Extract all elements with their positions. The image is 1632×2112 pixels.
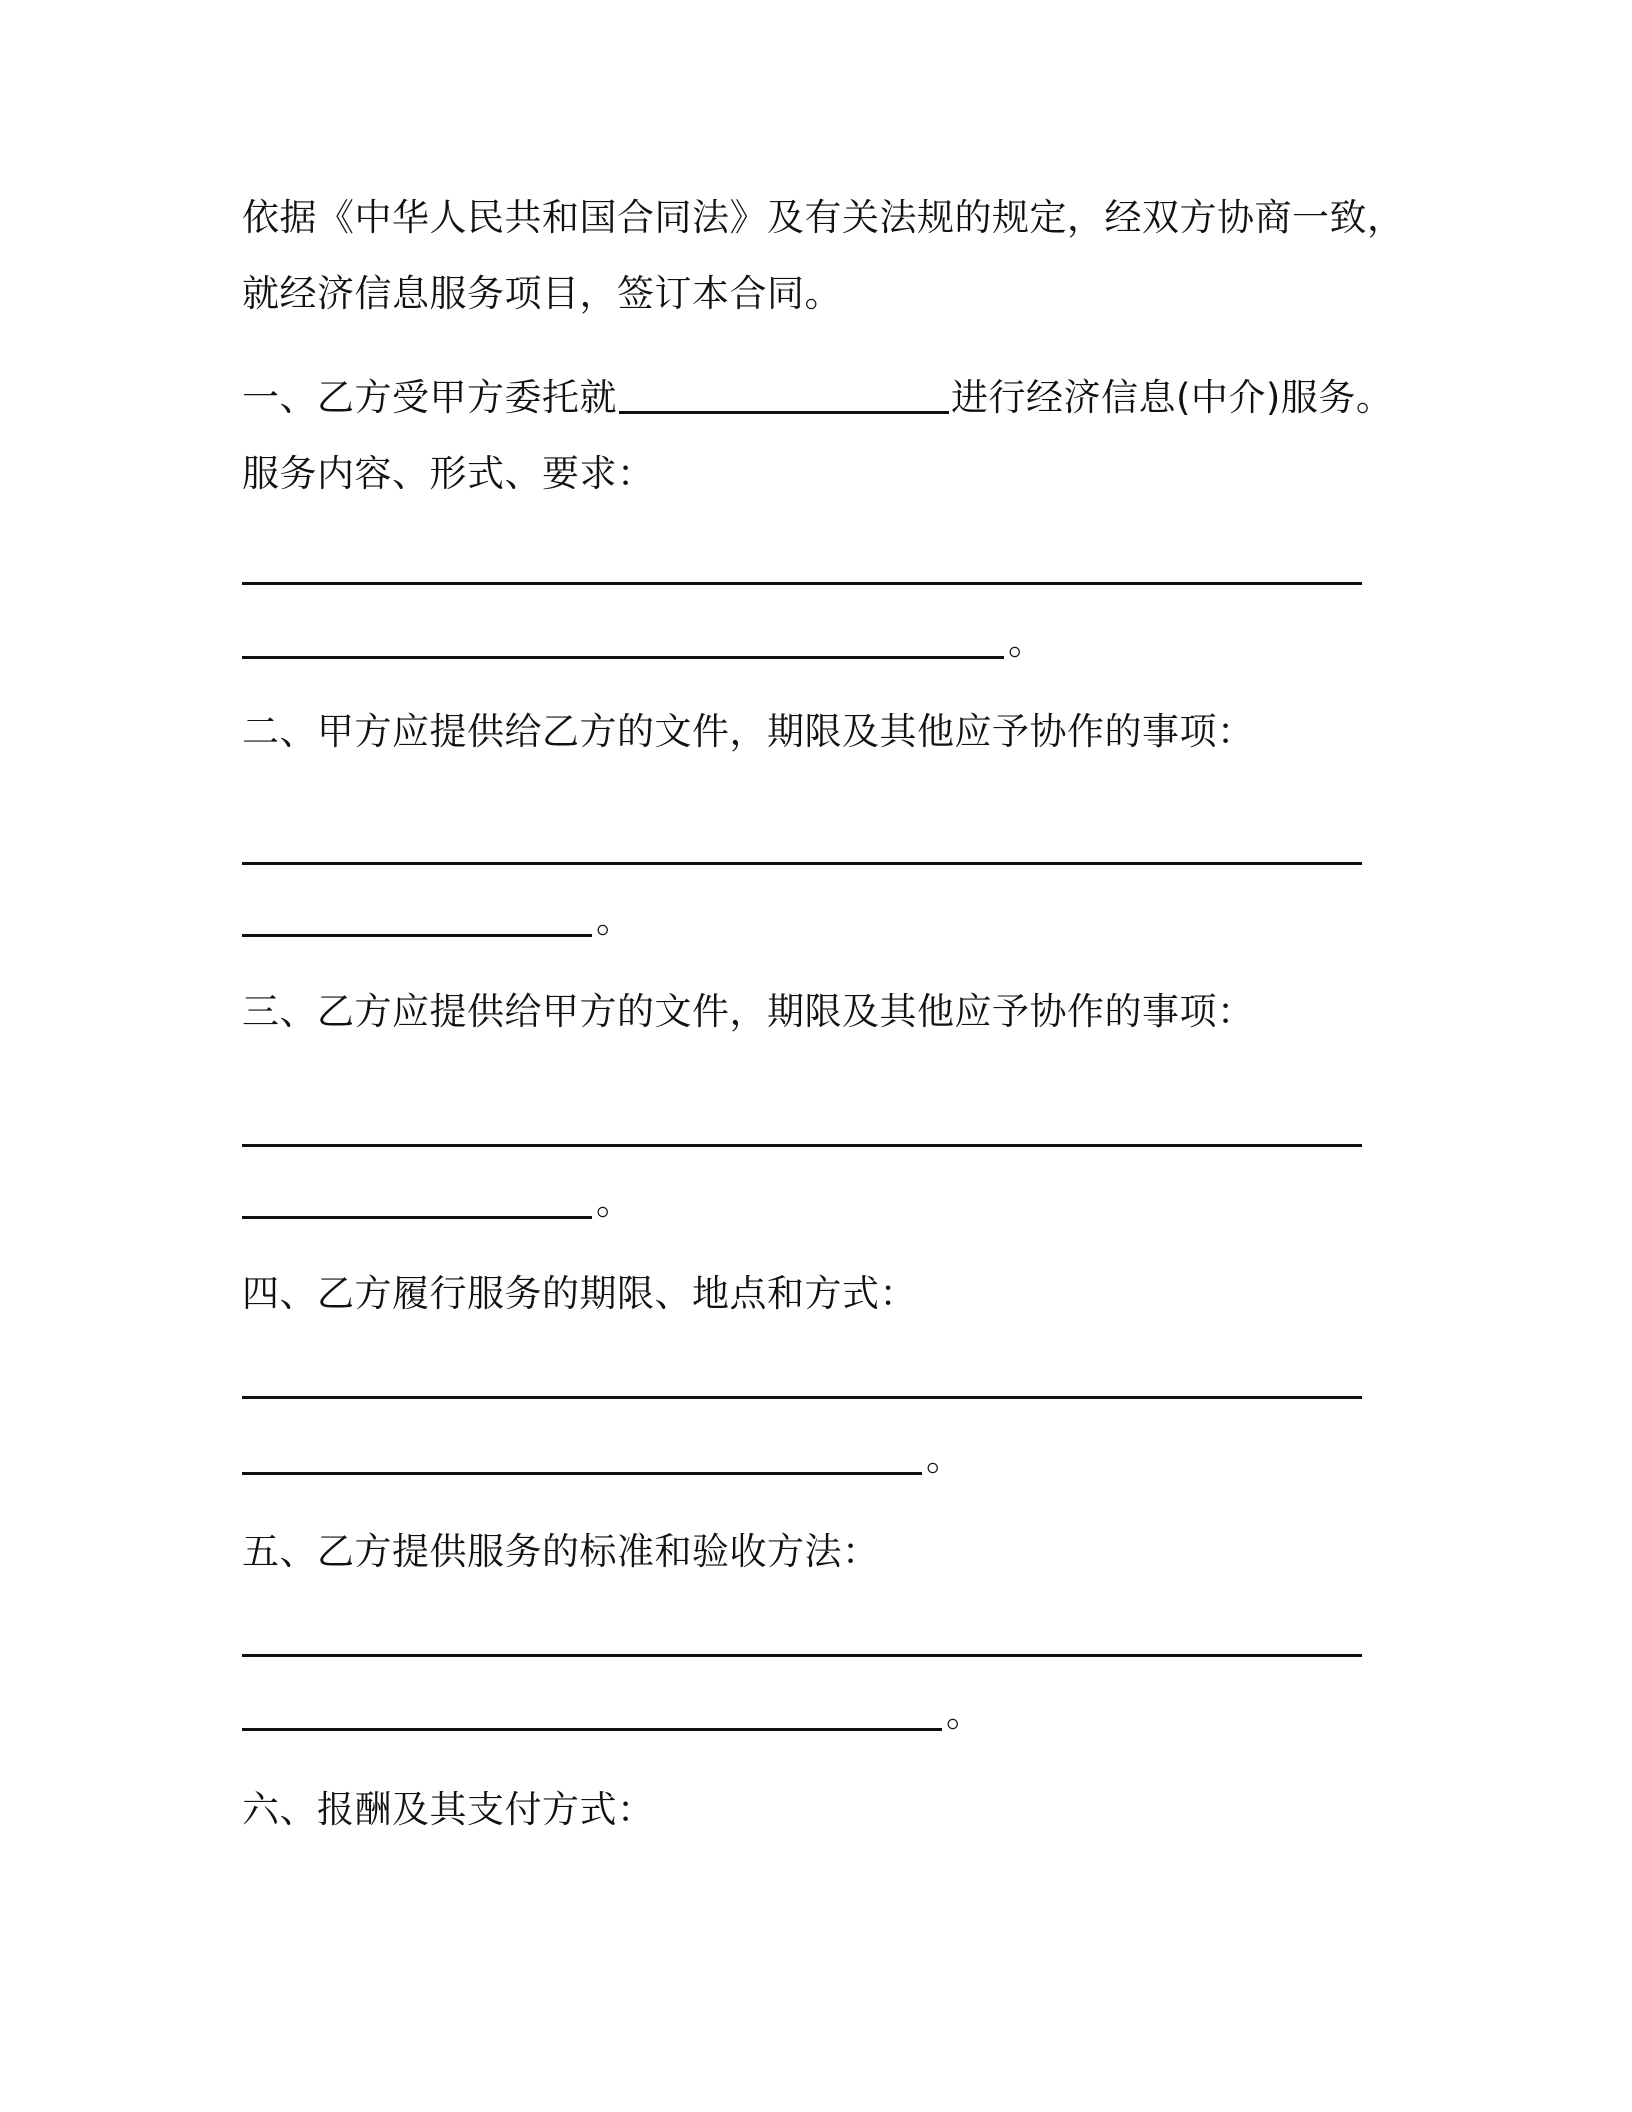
section-1-inline-blank[interactable] xyxy=(619,381,949,414)
section-4-rule-1 xyxy=(242,1360,1362,1399)
section-4-end-mark: 。 xyxy=(926,1436,963,1479)
section-3-heading: 三、乙方应提供给甲方的文件，期限及其他应予协作的事项： xyxy=(242,990,1255,1033)
section-2-blank-line-2[interactable] xyxy=(242,898,633,942)
section-3-blank-line-1[interactable] xyxy=(242,1108,1362,1152)
section-1-blank-line-1[interactable] xyxy=(242,546,1362,590)
section-2-heading: 二、甲方应提供给乙方的文件，期限及其他应予协作的事项： xyxy=(242,710,1255,753)
section-1-heading xyxy=(242,376,1393,420)
section-5-end-mark: 。 xyxy=(946,1692,983,1735)
intro-line-1: 依据《中华人民共和国合同法》及有关法规的规定，经双方协商一致， xyxy=(242,196,1405,239)
intro-line-2: 就经济信息服务项目，签订本合同。 xyxy=(242,272,842,315)
section-5-blank-line-2[interactable] xyxy=(242,1692,983,1736)
section-2-end-mark: 。 xyxy=(596,898,633,941)
section-5-rule-2 xyxy=(242,1692,942,1731)
section-4-heading: 四、乙方履行服务的期限、地点和方式： xyxy=(242,1272,917,1315)
section-1-prefix: 一、乙方受甲方委托就 xyxy=(242,376,617,419)
section-4-rule-2 xyxy=(242,1436,922,1475)
section-3-blank-line-2[interactable] xyxy=(242,1180,633,1224)
section-4-blank-line-1[interactable] xyxy=(242,1360,1362,1404)
section-3-rule-2 xyxy=(242,1180,592,1219)
section-1-rule-1 xyxy=(242,546,1362,585)
section-1-subheading: 服务内容、形式、要求： xyxy=(242,452,655,495)
section-1-end-mark: 。 xyxy=(1008,620,1045,663)
section-3-rule-1 xyxy=(242,1108,1362,1147)
section-5-rule-1 xyxy=(242,1618,1362,1657)
section-1-blank-line-2[interactable] xyxy=(242,620,1045,664)
section-2-rule-1 xyxy=(242,826,1362,865)
section-1-suffix: 进行经济信息(中介)服务。 xyxy=(951,376,1394,419)
section-2-blank-line-1[interactable] xyxy=(242,826,1362,870)
section-2-rule-2 xyxy=(242,898,592,937)
section-5-heading: 五、乙方提供服务的标准和验收方法： xyxy=(242,1530,880,1573)
section-5-blank-line-1[interactable] xyxy=(242,1618,1362,1662)
section-4-blank-line-2[interactable] xyxy=(242,1436,963,1480)
section-1-rule-2 xyxy=(242,620,1004,659)
section-3-end-mark: 。 xyxy=(596,1180,633,1223)
section-6-heading: 六、报酬及其支付方式： xyxy=(242,1788,655,1831)
